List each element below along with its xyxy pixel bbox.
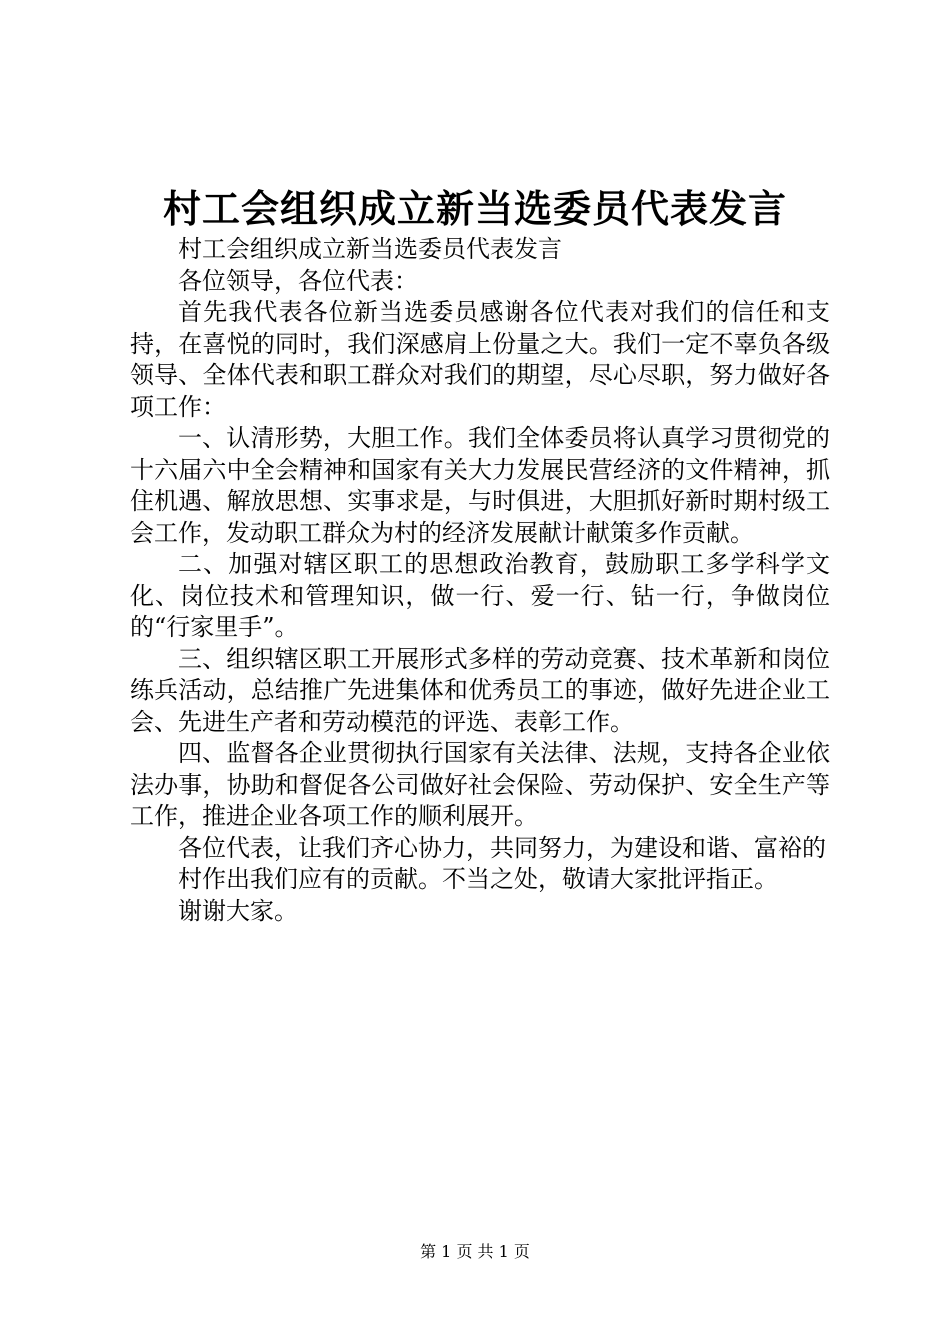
paragraph-point-one: 一、认清形势，大胆工作。我们全体委员将认真学习贯彻党的十六届六中全会精神和国家有关大力发展民营经济的文件精神，抓住机遇、解放思想、实事求是，与时俱进，大胆抓好新时期村级工会工作，发动职工群众为村的经济发展献计献策多作贡献。: [130, 424, 830, 547]
paragraph-closing-call: 各位代表，让我们齐心协力，共同努力，为建设和谐、富裕的: [178, 833, 826, 862]
page-footer: 第 1 页 共 1 页: [420, 1242, 530, 1261]
document-title: 村工会组织成立新当选委员代表发言: [162, 186, 787, 231]
paragraph-intro: 首先我代表各位新当选委员感谢各位代表对我们的信任和支持，在喜悦的同时，我们深感肩上份量之大。我们一定不辜负各级领导、全体代表和职工群众对我们的期望，尽心尽职，努力做好各项工作：: [130, 298, 830, 421]
document-body: [130, 234, 830, 927]
paragraph-point-four: 四、监督各企业贯彻执行国家有关法律、法规，支持各企业依法办事，协助和督促各公司做好社会保险、劳动保护、安全生产等工作，推进企业各项工作的顺利展开。: [130, 739, 830, 830]
paragraph-salutation: 各位领导，各位代表：: [178, 266, 418, 295]
paragraph-point-two: 二、加强对辖区职工的思想政治教育，鼓励职工多学科学文化、岗位技术和管理知识，做一行、爱一行、钻一行，争做岗位的“行家里手”。: [130, 550, 830, 641]
paragraph-point-three: 三、组织辖区职工开展形式多样的劳动竞赛、技术革新和岗位练兵活动，总结推广先进集体和优秀员工的事迹，做好先进企业工会、先进生产者和劳动模范的评选、表彰工作。: [130, 644, 830, 736]
paragraph-closing-contribution: 村作出我们应有的贡献。不当之处，敬请大家批评指正。: [178, 865, 778, 893]
paragraph-thanks: 谢谢大家。: [178, 896, 298, 925]
paragraph-heading-repeat: 村工会组织成立新当选委员代表发言: [178, 235, 562, 263]
